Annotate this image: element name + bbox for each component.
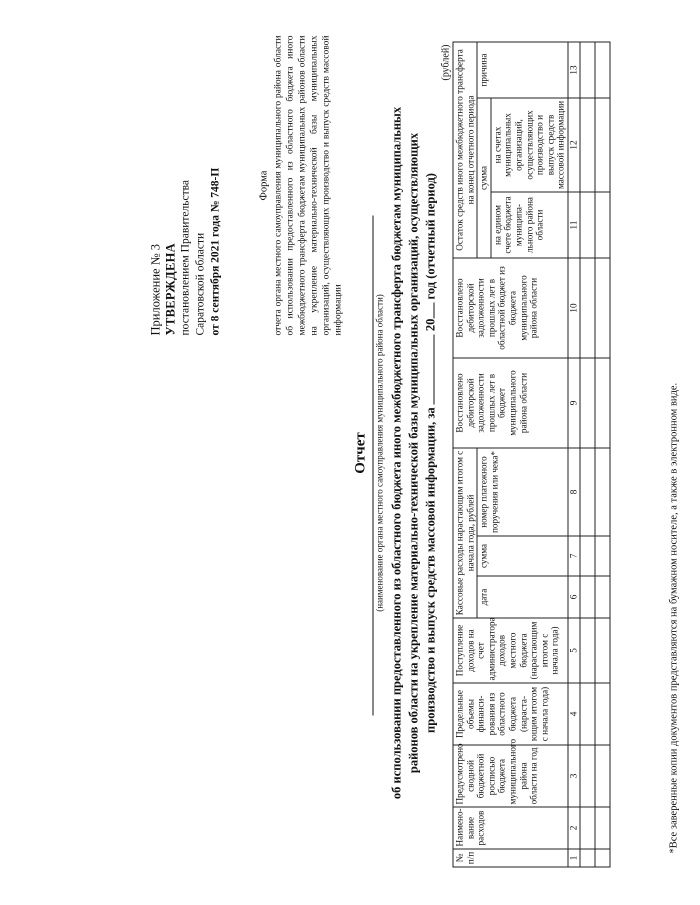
column-number: 13 [567, 42, 579, 98]
year-blank [422, 302, 434, 318]
header-debt-restored-municipal: Восстановлено дебиторской задолженности прошлых лет в бюджет муниципального района области [453, 358, 568, 448]
form-description [258, 35, 344, 335]
footnote: *Все заверенные копии документов представляются на бумажном носителе, а также в электронном виде. [668, 382, 679, 853]
header-reason: причина [477, 42, 568, 98]
column-numbers-row [567, 42, 579, 867]
header-income-received: Поступление доходов на счет администратора доходов местного бюджета (нарастающим итогом с начала года) [453, 618, 568, 683]
approval-issuer: постановлением Правительства [179, 179, 191, 335]
column-number: 5 [567, 618, 579, 683]
column-number: 4 [567, 683, 579, 745]
header-remaining-balance: Остаток средств иного межбюджетного трансферта на конец отчетного периода [453, 42, 477, 258]
header-expense-name: Наимено-вание расходов [453, 807, 568, 849]
report-heading [388, 50, 439, 855]
approval-block [148, 35, 223, 335]
header-amount: сумма [477, 536, 568, 576]
heading-line-1: об использовании предоставленного из областного бюджета иного межбюджетного трансферта бюджетам муниципальных [389, 106, 403, 799]
header-budget-planned: Предусмотрено сводной бюджетной росписью бюджета муниципального района области на год [453, 745, 568, 807]
header-single-account: на едином счете бюджета муниципа-льного района области [490, 192, 567, 258]
currency-note: (рублей) [440, 44, 451, 81]
column-number: 12 [567, 98, 579, 192]
heading-line-2: районов области на укрепление материально-технической базы муниципальных организаций, осуществляющих [406, 132, 420, 773]
report-form-sheet [140, 30, 700, 875]
column-number: 8 [567, 448, 579, 536]
approval-date-number: от 8 сентября 2021 года № 748-П [209, 167, 221, 335]
form-text: отчета органа местного самоуправления муниципального района области об использовании предоставленного из областного бюджета иного межбюджетного трансферта бюджетам муниципальных районов области на укрепление материально-технической базы муниципальных организаций, осуществляющих производство и выпуск средств массовой информации [273, 35, 343, 335]
report-title: Отчет [352, 431, 368, 474]
appendix-number: Приложение № 3 [148, 243, 162, 335]
column-number: 9 [567, 358, 579, 448]
header-organization-accounts: на счетах муниципальных организаций, осуществляющих производство и выпуск средств массовой информации [490, 98, 567, 192]
column-number: 11 [567, 192, 579, 258]
header-payment-order: номер платежного поручения или чека* [477, 448, 568, 536]
heading-line-3 [422, 50, 439, 855]
approved-stamp: УТВЕРЖДЕНА [163, 242, 177, 335]
header-funding-limit: Предельные объемы финанси-рования из областного бюджета (нараста-ющим итогом с начала года) [453, 683, 568, 745]
heading-period-label: год (отчетный период) [423, 172, 437, 299]
column-number: 7 [567, 536, 579, 576]
empty-data-row [594, 42, 609, 867]
column-number: 1 [567, 849, 579, 867]
column-number: 10 [567, 258, 579, 358]
header-debt-restored-regional: Восстановлено дебиторской задолженности прошлых лет в областной бюджет из бюджета муниципального района области [453, 258, 568, 358]
header-cash-expenses: Кассовые расходы нарастающим итогом с начала года, рублей [453, 448, 477, 618]
heading-line-3-text: производство и выпуск средств массовой информации, за [423, 406, 437, 733]
report-table [452, 41, 610, 867]
empty-data-row [579, 42, 594, 867]
column-number: 2 [567, 807, 579, 849]
column-number: 6 [567, 576, 579, 618]
approval-region: Саратовской области [194, 232, 206, 335]
period-blank [422, 334, 434, 404]
org-caption: (наименование органа местного самоуправления муниципального района области) [374, 293, 384, 612]
header-row-number: № п/п [453, 849, 568, 867]
form-label: Форма [258, 170, 269, 200]
header-sum: сумма [477, 98, 491, 258]
header-date: дата [477, 576, 568, 618]
column-number: 3 [567, 745, 579, 807]
heading-year-prefix: 20 [423, 318, 437, 331]
org-name-line [372, 215, 373, 715]
